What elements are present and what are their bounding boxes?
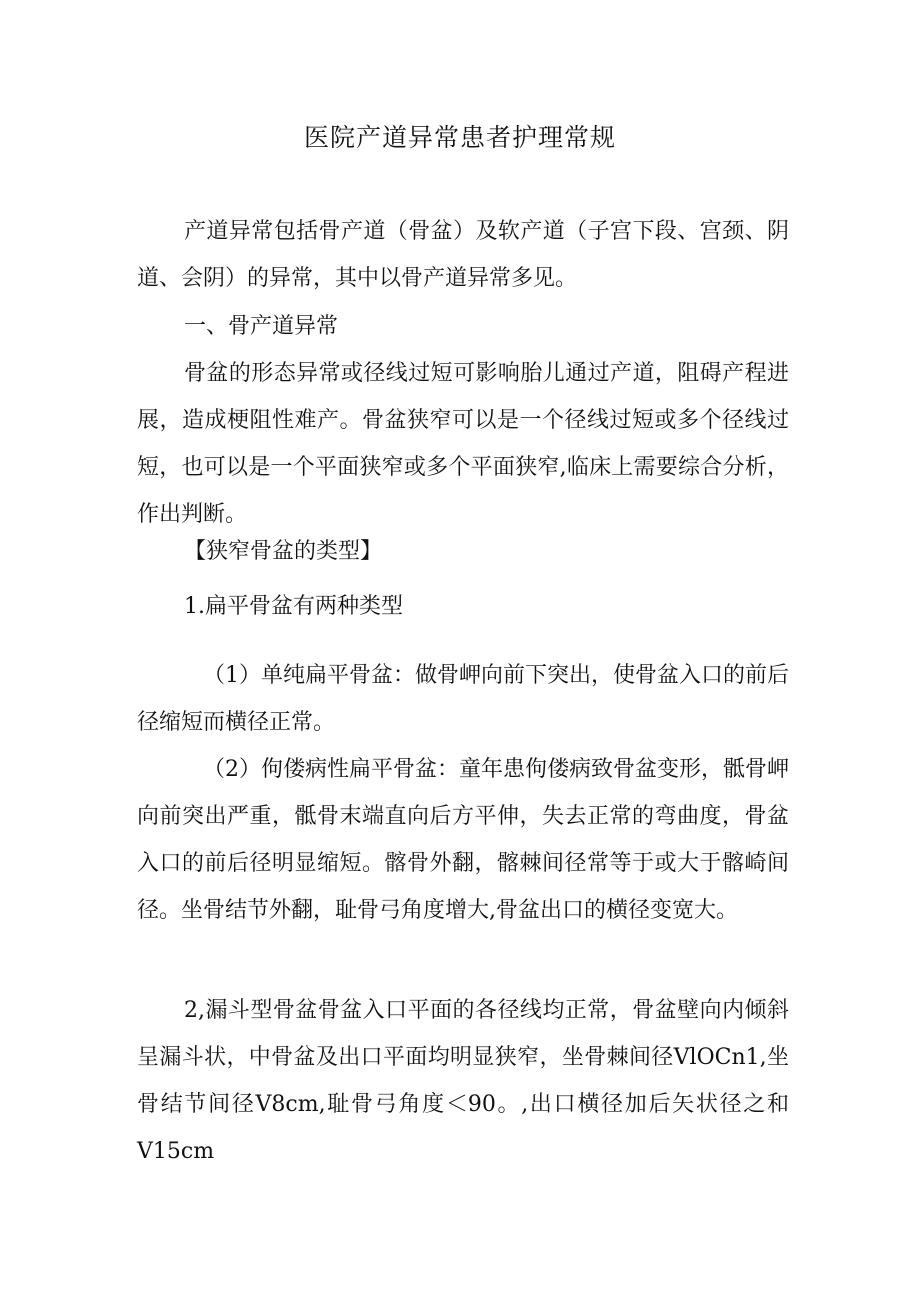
list-item-paragraph: （2）佝偻病性扁平骨盆：童年患佝偻病致骨盆变形，骶骨岬向前突出严重，骶骨末端直向后方平伸，失去正常的弯曲度，骨盆入口的前后径明显缩短。髂骨外翻，髂棘间径常等于或大于髂崎间径。坐骨结节外翻，耻骨弓角度增大,骨盆出口的横径变宽大。 [137,757,789,923]
section-heading: 一、骨产道异常 [184,314,339,339]
document-title: 医院产道异常患者护理常规 [303,123,616,152]
list-item-heading: 1.扁平骨盆有两种类型 [184,594,403,619]
subsection-heading: 【狭窄骨盆的类型】 [184,539,383,564]
section-body-paragraph: 骨盆的形态异常或径线过短可影响胎儿通过产道，阻碍产程进展，造成梗阻性难产。骨盆狭窄可以是一个径线过短或多个径线过短，也可以是一个平面狭窄或多个平面狭窄,临床上需要综合分析，作出判断。 [137,361,789,527]
list-item-paragraph: 2,漏斗型骨盆骨盆入口平面的各径线均正常，骨盆壁向内倾斜呈漏斗状，中骨盆及出口平面均明显狭窄，坐骨棘间径VlOCn1,坐骨结节间径V8cm,耻骨弓角度＜90。,出口横径加后矢状径之和V15cm [137,998,789,1164]
intro-paragraph: 产道异常包括骨产道（骨盆）及软产道（子宫下段、宫颈、阴道、会阴）的异常，其中以骨产道异常多见。 [137,219,789,291]
list-item-paragraph: （1）单纯扁平骨盆：做骨岬向前下突出，使骨盆入口的前后径缩短而横径正常。 [137,663,789,735]
